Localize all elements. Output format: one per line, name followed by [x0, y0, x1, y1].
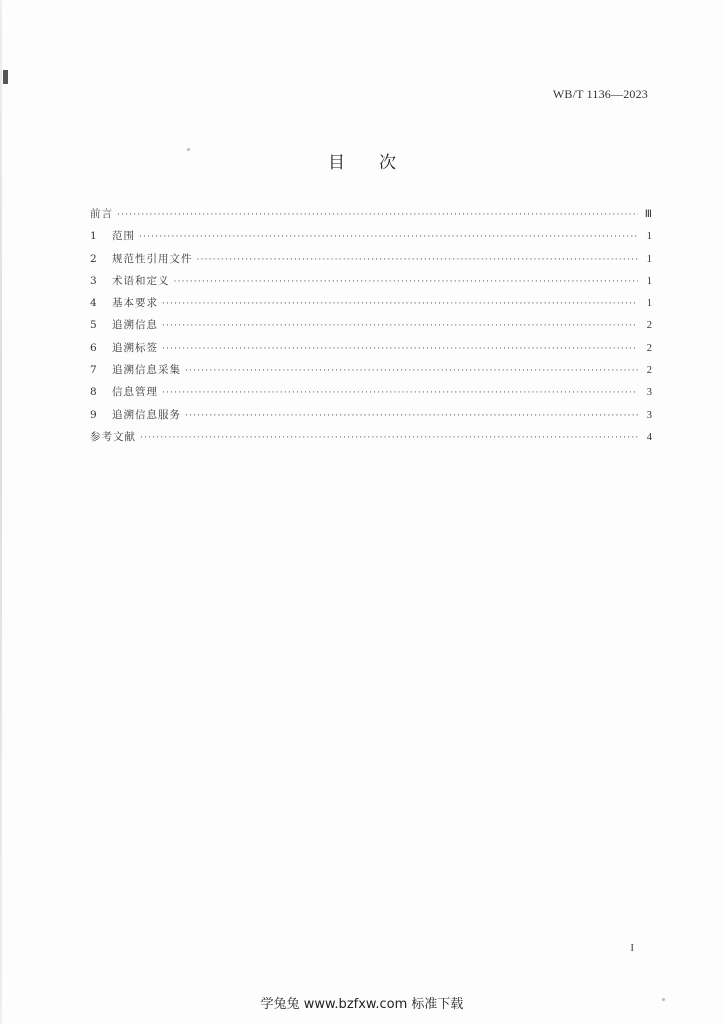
toc-entry-label: 范围 [112, 230, 135, 243]
toc-leader-dots [185, 411, 638, 421]
toc-entry-page: 3 [646, 409, 652, 421]
toc-leader-dots [162, 344, 638, 354]
toc-entry-number: 8 [90, 386, 97, 399]
toc-leader-dots [162, 321, 638, 331]
toc-entry-traceability-label[interactable] [90, 340, 652, 362]
toc-entry-number: 9 [90, 408, 97, 421]
toc-entry-number: 4 [90, 297, 97, 310]
standard-code: WB/T 1136—2023 [552, 87, 648, 101]
table-of-contents [90, 206, 652, 451]
toc-entry-info-service[interactable] [90, 407, 652, 429]
toc-entry-number: 7 [90, 364, 97, 377]
toc-entry-foreword[interactable] [90, 206, 652, 228]
toc-entry-page: Ⅲ [644, 209, 652, 220]
toc-entry-page: 1 [646, 298, 652, 310]
toc-leader-dots [197, 255, 639, 265]
toc-entry-number: 2 [90, 252, 97, 265]
toc-entry-traceability-info[interactable] [90, 317, 652, 339]
toc-entry-label: 规范性引用文件 [112, 252, 193, 265]
toc-entry-bibliography[interactable] [90, 429, 652, 451]
toc-leader-dots [174, 277, 639, 287]
toc-entry-label: 参考文献 [90, 430, 136, 443]
toc-entry-info-collection[interactable] [90, 362, 652, 384]
toc-leader-dots [139, 232, 638, 242]
toc-entry-page: 1 [646, 253, 652, 265]
scan-speck [187, 148, 190, 151]
toc-entry-label: 追溯信息服务 [112, 408, 181, 421]
scan-speck [662, 998, 665, 1001]
toc-title: 目次 [328, 153, 430, 173]
toc-leader-dots [140, 433, 638, 443]
toc-entry-page: 1 [646, 231, 652, 243]
toc-entry-page: 2 [646, 365, 652, 377]
toc-leader-dots [162, 388, 638, 398]
toc-entry-label: 术语和定义 [112, 274, 170, 287]
toc-entry-page: 2 [646, 342, 652, 354]
toc-entry-number: 5 [90, 319, 97, 332]
toc-entry-terms[interactable] [90, 273, 652, 295]
toc-entry-number: 3 [90, 274, 97, 287]
toc-entry-scope[interactable] [90, 228, 652, 250]
toc-leader-dots [185, 366, 638, 376]
page-number: I [630, 942, 634, 954]
toc-entry-number: 1 [90, 230, 97, 243]
toc-entry-page: 2 [646, 320, 652, 332]
toc-leader-dots [162, 299, 638, 309]
toc-entry-page: 4 [646, 431, 652, 443]
toc-entry-label: 追溯信息 [112, 319, 158, 332]
scan-mark [3, 70, 8, 84]
toc-entry-label: 信息管理 [112, 386, 158, 399]
toc-entry-page: 1 [646, 275, 652, 287]
site-watermark: 学兔兔 www.bzfxw.com 标准下载 [260, 997, 464, 1012]
toc-entry-basic-requirements[interactable] [90, 295, 652, 317]
toc-entry-info-management[interactable] [90, 384, 652, 406]
toc-leader-dots [117, 210, 638, 220]
toc-entry-label: 基本要求 [112, 297, 158, 310]
toc-entry-page: 3 [646, 387, 652, 399]
toc-entry-label: 前言 [90, 208, 113, 220]
toc-entry-number: 6 [90, 341, 97, 354]
toc-entry-normative-references[interactable] [90, 251, 652, 273]
toc-entry-label: 追溯信息采集 [112, 364, 181, 377]
toc-entry-label: 追溯标签 [112, 341, 158, 354]
